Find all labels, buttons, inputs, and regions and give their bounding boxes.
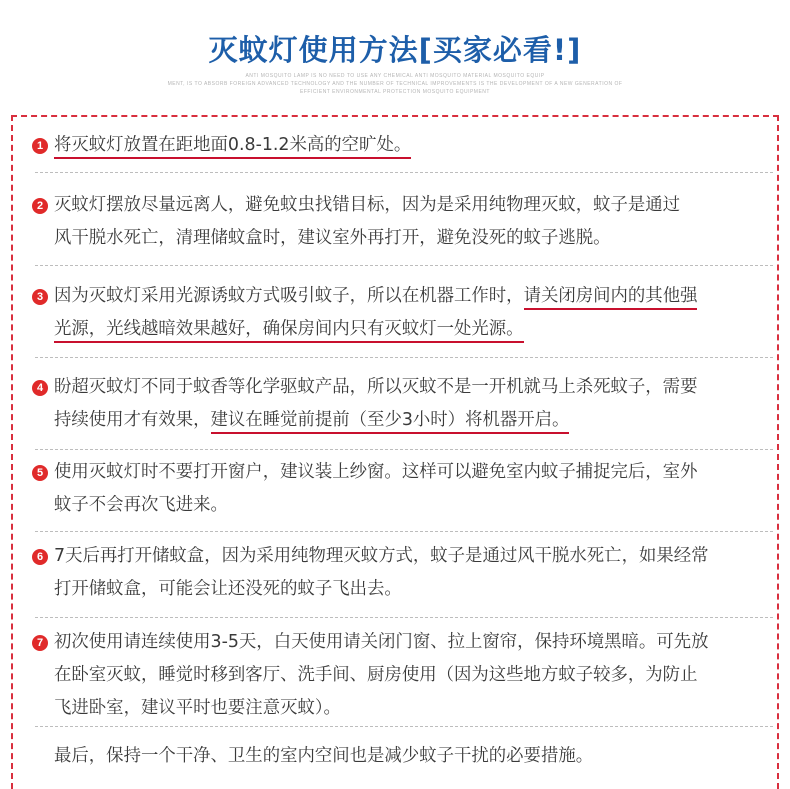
subtitle-line: EFFICIENT ENVIRONMENTAL PROTECTION MOSQUITO EQUIPMENT xyxy=(300,89,490,95)
instructions-frame xyxy=(11,115,779,789)
dashed-divider xyxy=(35,449,773,450)
instruction-item-7 xyxy=(32,630,772,730)
subtitle-line: ANTI MOSQUITO LAMP IS NO NEED TO USE ANY CHEMICAL ANTI MOSQUITO MATERIAL MOSQUITO EQUIP xyxy=(245,73,545,79)
text-line: 打开储蚊盒，可能会让还没死的蚊子飞出去。 xyxy=(54,579,402,599)
text-line: 蚊子不会再次飞进来。 xyxy=(54,495,228,515)
number-badge-icon: 2 xyxy=(32,198,48,214)
instruction-text xyxy=(54,626,772,725)
instruction-text xyxy=(54,280,772,346)
dashed-divider xyxy=(35,265,773,266)
instruction-text xyxy=(54,129,772,162)
highlighted-text: 光源，光线越暗效果越好，确保房间内只有灭蚊灯一处光源。 xyxy=(54,319,524,343)
instruction-item-6 xyxy=(32,544,772,614)
instruction-text xyxy=(54,456,772,522)
highlighted-text: 请关闭房间内的其他强 xyxy=(524,286,698,310)
number-badge-icon: 3 xyxy=(32,289,48,305)
text-line xyxy=(54,404,772,437)
number-badge-icon: 7 xyxy=(32,635,48,651)
subtitle-line: MENT, IS TO ABSORB FOREIGN ADVANCED TECHNOLOGY AND THE NUMBER OF TECHNICAL IMPROVEMENTS IS THE DEVELOPMENT OF A NEW GENERATION OF xyxy=(167,81,623,87)
text-line: 在卧室灭蚊，睡觉时移到客厅、洗手间、厨房使用（因为这些地方蚊子较多，为防止 xyxy=(54,665,698,685)
text-line xyxy=(54,280,772,313)
number-badge-icon: 6 xyxy=(32,549,48,565)
instruction-text xyxy=(54,371,772,437)
text-span: 持续使用才有效果， xyxy=(54,410,211,430)
text-line: 灭蚊灯摆放尽量远离人，避免蚊虫找错目标，因为是采用纯物理灭蚊，蚊子是通过 xyxy=(54,195,681,215)
number-badge-icon: 5 xyxy=(32,465,48,481)
instruction-item-2 xyxy=(32,193,772,263)
dashed-divider xyxy=(35,617,773,618)
dashed-divider xyxy=(35,357,773,358)
text-line: 盼超灭蚊灯不同于蚊香等化学驱蚊产品，所以灭蚊不是一开机就马上杀死蚊子，需要 xyxy=(54,377,698,397)
instruction-item-3 xyxy=(32,284,772,354)
page-title: 灭蚊灯使用方法[买家必看!] xyxy=(208,33,582,67)
text-line xyxy=(54,313,772,346)
text-line: 风干脱水死亡，清理储蚊盒时，建议室外再打开，避免没死的蚊子逃脱。 xyxy=(54,228,611,248)
text-line: 使用灭蚊灯时不要打开窗户，建议装上纱窗。这样可以避免室内蚊子捕捉完后，室外 xyxy=(54,462,698,482)
dashed-divider xyxy=(35,531,773,532)
dashed-divider xyxy=(35,172,773,173)
highlighted-text: 建议在睡觉前提前（至少3小时）将机器开启。 xyxy=(211,410,570,434)
number-badge-icon: 1 xyxy=(32,138,48,154)
text-span: 因为灭蚊灯采用光源诱蚊方式吸引蚊子，所以在机器工作时， xyxy=(54,286,524,306)
text-line: 飞进卧室，建议平时也要注意灭蚊）。 xyxy=(54,698,341,718)
instruction-item-5 xyxy=(32,460,772,530)
instruction-item-1 xyxy=(32,133,772,173)
text-line: 初次使用请连续使用3-5天，白天使用请关闭门窗、拉上窗帘，保持环境黑暗。可先放 xyxy=(54,632,709,652)
text-line: 7天后再打开储蚊盒，因为采用纯物理灭蚊方式，蚊子是通过风干脱水死亡，如果经常 xyxy=(54,546,709,566)
closing-note xyxy=(32,744,772,778)
instruction-text xyxy=(54,189,772,255)
instruction-item-4 xyxy=(32,375,772,445)
instruction-text xyxy=(54,540,772,606)
highlighted-text: 将灭蚊灯放置在距地面0.8-1.2米高的空旷处。 xyxy=(54,135,411,159)
number-badge-icon: 4 xyxy=(32,380,48,396)
closing-text: 最后，保持一个干净、卫生的室内空间也是减少蚊子干扰的必要措施。 xyxy=(54,746,594,766)
dashed-divider xyxy=(35,726,773,727)
page-subtitle xyxy=(0,72,790,96)
